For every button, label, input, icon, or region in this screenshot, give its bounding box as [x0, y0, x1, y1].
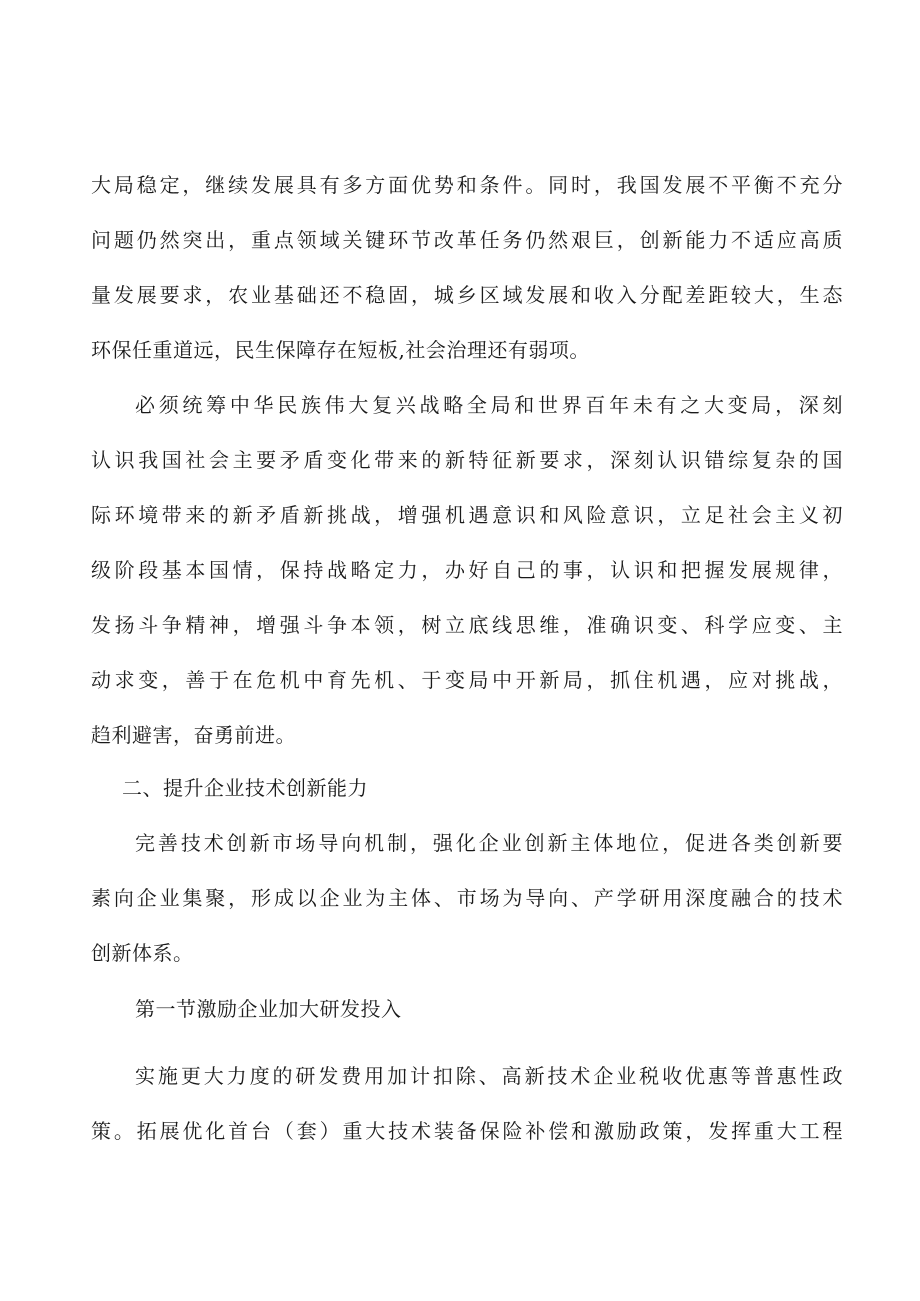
paragraph-line: 完善技术创新市场导向机制，强化企业创新主体地位，促进各类创新要 [135, 831, 843, 855]
paragraph-line: 创新体系。 [91, 941, 194, 965]
paragraph-line: 级阶段基本国情，保持战略定力，办好自己的事，认识和把握发展规律， [91, 558, 843, 582]
paragraph-line: 策。拓展优化首台（套）重大技术装备保险补偿和激励政策，发挥重大工程 [91, 1119, 843, 1143]
section-heading: 二、提升企业技术创新能力 [122, 776, 368, 800]
paragraph-line: 大局稳定，继续发展具有多方面优势和条件。同时，我国发展不平衡不充分 [91, 173, 843, 197]
paragraph-line: 际环境带来的新矛盾新挑战，增强机遇意识和风险意识，立足社会主义初 [91, 503, 843, 527]
paragraph-line: 素向企业集聚，形成以企业为主体、市场为导向、产学研用深度融合的技术 [91, 886, 843, 910]
paragraph-line: 问题仍然突出，重点领域关键环节改革任务仍然艰巨，创新能力不适应高质 [91, 228, 843, 252]
paragraph-line: 量发展要求，农业基础还不稳固，城乡区域发展和收入分配差距较大，生态 [91, 283, 843, 307]
paragraph-line: 实施更大力度的研发费用加计扣除、高新技术企业税收优惠等普惠性政 [135, 1064, 843, 1088]
paragraph-line: 动求变，善于在危机中育先机、于变局中开新局，抓住机遇，应对挑战， [91, 668, 843, 692]
paragraph-line: 认识我国社会主要矛盾变化带来的新特征新要求，深刻认识错综复杂的国 [91, 448, 843, 472]
paragraph-line: 环保任重道远，民生保障存在短板,社会治理还有弱项。 [91, 338, 590, 362]
subsection-heading: 第一节激励企业加大研发投入 [135, 997, 402, 1021]
paragraph-line: 趋利避害，奋勇前进。 [91, 723, 296, 747]
paragraph-line: 发扬斗争精神，增强斗争本领，树立底线思维，准确识变、科学应变、主 [91, 613, 843, 637]
paragraph-line: 必须统筹中华民族伟大复兴战略全局和世界百年未有之大变局，深刻 [135, 393, 843, 417]
